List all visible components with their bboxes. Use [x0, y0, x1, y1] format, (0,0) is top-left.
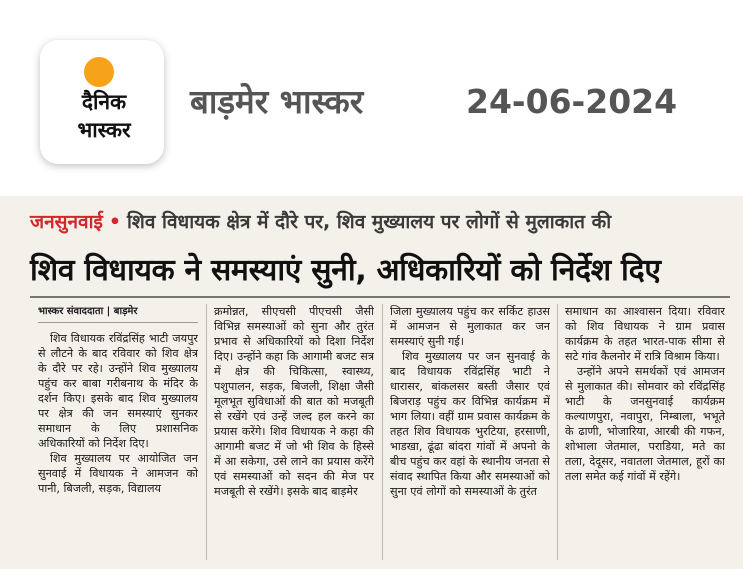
logo-text-line1: दैनिक [81, 90, 127, 114]
column-4-paragraph-1: समाधान का आश्वासन दिया। रविवार को शिव विधायक ने ग्राम प्रवास कार्यक्रम के तहत भारत-पाक सीमा से सटे गांव कैलनोर में रात्रि विश्राम किया। [565, 305, 725, 363]
article-column-4 [565, 304, 725, 562]
sun-icon [84, 57, 114, 87]
article-headline: शिव विधायक ने समस्याएं सुनी, अधिकारियों को निर्देश दिए [30, 253, 661, 288]
headline-divider [30, 296, 730, 298]
column-3-paragraph-1: जिला मुख्यालय पहुंच कर सर्किट हाउस में आमजन से मुलाकात कर जन समस्याएं सुनी गई। [390, 305, 550, 348]
article-column-2 [214, 304, 374, 562]
column-2-paragraph-1: क्रमोन्नत, सीएचसी पीएचसी जैसी विभिन्न समस्याओं को सुना और तुरंत प्रभाव से अधिकारियों को दिशा निर्देश दिए। उन्होंने कहा कि आगामी बजट सत्र में क्षेत्र की चिकित्सा, स्वास्थ्य, पशुपालन, सड़क, बिजली, शिक्षा जैसी मूलभूत सुविधाओं की बात को मजबूती से रखेंगे एवं उन्हें जल्द हल करने का प्रयास करेंगे। शिव विधायक ने कहा की आगामी बजट में जो भी शिव के हिस्से में आ सकेगा, उसे लाने का प्रयास करेंगे एवं समस्याओं को सदन की मेज पर मजबूती से रखेंगे। इसके बाद बाड़मेर [214, 305, 374, 498]
kicker-text: शिव विधायक क्षेत्र में दौरे पर, शिव मुख्यालय पर लोगों से मुलाकात की [127, 211, 612, 233]
article-byline: भास्कर संवाददाता | बाड़मेर [38, 304, 198, 323]
edition-date: 24-06-2024 [466, 82, 678, 121]
column-divider [206, 304, 207, 560]
kicker-bullet: • [108, 211, 122, 233]
article-column-1 [38, 304, 198, 562]
kicker-label: जनसुनवाई [30, 211, 103, 233]
dainik-bhaskar-logo [40, 40, 164, 164]
column-1-paragraph-1: शिव विधायक रविंद्रसिंह भाटी जयपुर से लौटने के बाद रविवार को शिव क्षेत्र के दौरे पर रहे। उन्होंने शिव मुख्यालय पहुंच कर बाबा गरीबनाथ के मंदिर के दर्शन किए। इसके बाद शिव मुख्यालय पर क्षेत्र की जन समस्याएं सुनकर समाधान के लिए प्रशासनिक अधिकारियों को निर्देश दिए। [38, 332, 198, 450]
news-clipping [0, 196, 743, 569]
edition-title: बाड़मेर भास्कर [190, 82, 364, 121]
column-divider [557, 304, 558, 560]
logo-text-line2: भास्कर [77, 118, 131, 142]
article-column-3 [390, 304, 550, 562]
column-4-paragraph-2: उन्होंने अपने समर्थकों एवं आमजन से मुलाकात की। सोमवार को रविंद्रसिंह भाटी के जनसुनवाई कार्यक्रम कल्याणपुरा, नवापुरा, निम्बाला, भभूते के ढाणी, भोजारिया, आरबी की गफन, शोभाला जेतमाल, पराडिया, मते का तला, देदूसर, नवातला जेतमाल, हूरों का तला समेत कई गांवों में रहेंगे। [565, 365, 725, 483]
page-header [0, 0, 743, 190]
column-1-paragraph-2: शिव मुख्यालय पर आयोजित जन सुनवाई में विधायक ने आमजन को पानी, बिजली, सड़क, विद्यालय [38, 452, 198, 495]
column-3-paragraph-2: शिव मुख्यालय पर जन सुनवाई के बाद विधायक रविंद्रसिंह भाटी ने धारासर, बांकलसर बस्ती जैसार एवं बिजराड़ पहुंच कर विभिन्न कार्यक्रम में भाग लिया। वहीं ग्राम प्रवास कार्यक्रम के तहत शिव विधायक भुरटिया, हरसाणी, भाडखा, ढूंढा बांदरा गांवों में अपनो के बीच पहुंच कर वहां के स्थानीय जनता से संवाद स्थापित किया और समस्याओं को सुना एवं लोगों को समस्याओं के तुरंत [390, 350, 550, 498]
article-kicker [30, 206, 730, 238]
column-divider [382, 304, 383, 560]
